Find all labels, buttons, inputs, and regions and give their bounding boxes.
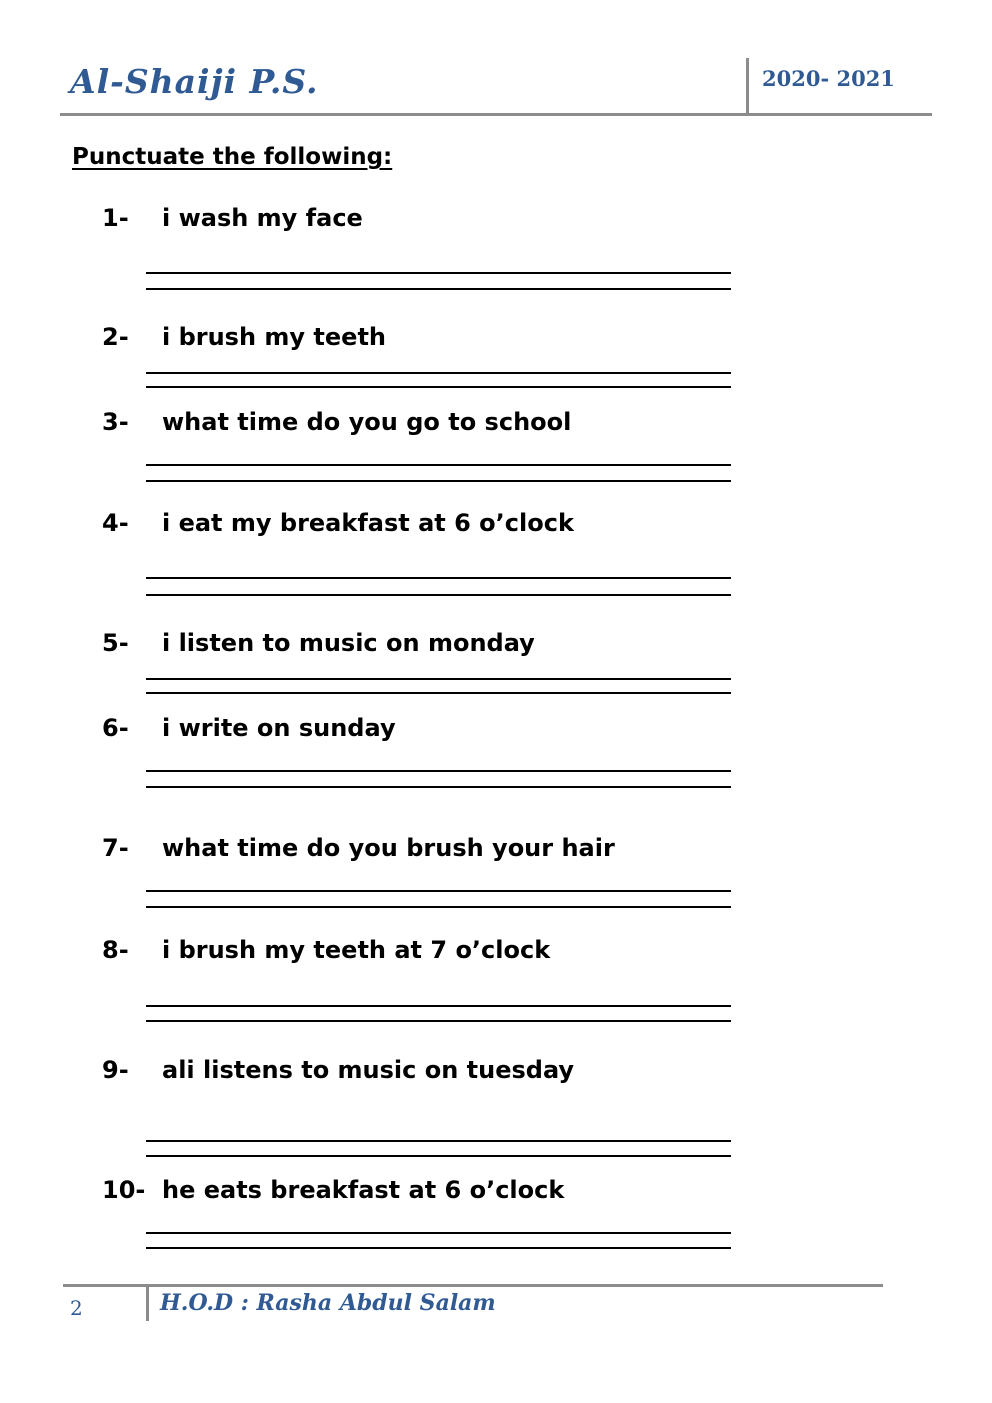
answer-line[interactable] — [146, 1232, 731, 1234]
question-number: 3- — [102, 408, 129, 436]
question-number: 10- — [102, 1176, 146, 1204]
instruction-heading: Punctuate the following: — [72, 144, 393, 170]
question-text: ali listens to music on tuesday — [162, 1056, 575, 1084]
answer-line[interactable] — [146, 1247, 731, 1249]
question-text: he eats breakfast at 6 o’clock — [162, 1176, 565, 1204]
question-number: 8- — [102, 936, 129, 964]
answer-line[interactable] — [146, 1020, 731, 1022]
question-8 — [102, 936, 742, 966]
question-7 — [102, 834, 742, 864]
footer-rule — [63, 1284, 883, 1287]
answer-line[interactable] — [146, 464, 731, 466]
header-vertical-divider — [746, 58, 749, 114]
question-6 — [102, 714, 742, 744]
answer-line[interactable] — [146, 770, 731, 772]
page-number: 2 — [70, 1296, 83, 1320]
question-text: i write on sunday — [162, 714, 396, 742]
question-3 — [102, 408, 742, 438]
answer-line[interactable] — [146, 906, 731, 908]
hod-signature: H.O.D : Rasha Abdul Salam — [160, 1290, 496, 1316]
academic-year: 2020- 2021 — [762, 66, 895, 91]
answer-line[interactable] — [146, 372, 731, 374]
answer-line[interactable] — [146, 272, 731, 274]
footer-vertical-divider — [146, 1287, 149, 1321]
question-text: i listen to music on monday — [162, 629, 535, 657]
answer-line[interactable] — [146, 288, 731, 290]
question-number: 6- — [102, 714, 129, 742]
question-number: 9- — [102, 1056, 129, 1084]
question-number: 5- — [102, 629, 129, 657]
question-1 — [102, 204, 742, 234]
answer-line[interactable] — [146, 1005, 731, 1007]
question-4 — [102, 509, 742, 539]
question-text: i wash my face — [162, 204, 363, 232]
answer-line[interactable] — [146, 1155, 731, 1157]
question-text: i brush my teeth at 7 o’clock — [162, 936, 551, 964]
answer-line[interactable] — [146, 1140, 731, 1142]
question-text: what time do you brush your hair — [162, 834, 615, 862]
answer-line[interactable] — [146, 386, 731, 388]
answer-line[interactable] — [146, 480, 731, 482]
question-number: 4- — [102, 509, 129, 537]
question-number: 7- — [102, 834, 129, 862]
question-text: what time do you go to school — [162, 408, 572, 436]
question-number: 2- — [102, 323, 129, 351]
question-10 — [102, 1176, 742, 1206]
header-rule — [60, 113, 932, 116]
answer-line[interactable] — [146, 678, 731, 680]
answer-line[interactable] — [146, 594, 731, 596]
question-number: 1- — [102, 204, 129, 232]
answer-line[interactable] — [146, 786, 731, 788]
question-5 — [102, 629, 742, 659]
school-name: Al-Shaiji P.S. — [70, 62, 319, 101]
question-text: i eat my breakfast at 6 o’clock — [162, 509, 574, 537]
question-text: i brush my teeth — [162, 323, 387, 351]
question-2 — [102, 323, 742, 353]
answer-line[interactable] — [146, 890, 731, 892]
answer-line[interactable] — [146, 577, 731, 579]
question-9 — [102, 1056, 742, 1086]
answer-line[interactable] — [146, 692, 731, 694]
